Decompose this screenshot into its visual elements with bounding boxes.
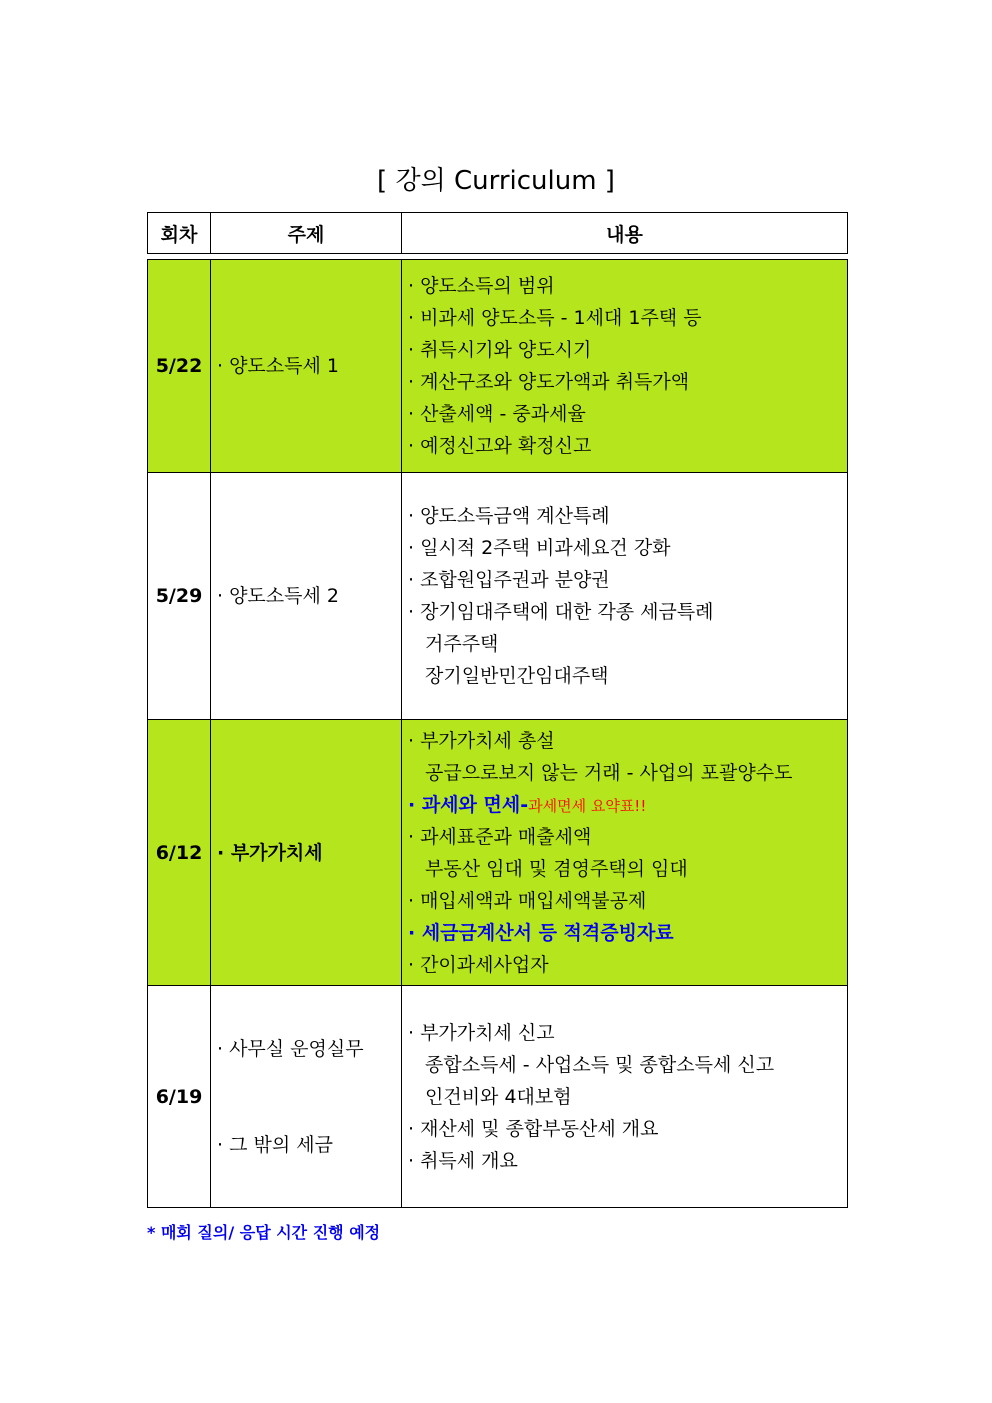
content-line: · 간이과세사업자 xyxy=(408,953,549,976)
curriculum-header-table xyxy=(147,212,848,254)
content-line: 부동산 임대 및 겸영주택의 임대 xyxy=(425,857,688,880)
header-topic: 주제 xyxy=(211,213,402,254)
content-line: 공급으로보지 않는 거래 - 사업의 포괄양수도 xyxy=(425,761,793,784)
content-line: 인건비와 4대보험 xyxy=(425,1085,572,1108)
curriculum-table xyxy=(147,259,848,1208)
highlight-text: · 과세와 면세 xyxy=(408,793,521,816)
content-line: · 매입세액과 매입세액불공제 xyxy=(408,889,647,912)
content-line: · 취득세 개요 xyxy=(408,1149,518,1172)
session-row-4 xyxy=(148,986,848,1208)
header-content: 내용 xyxy=(402,213,848,254)
session-row-3 xyxy=(148,720,848,986)
content-line: 종합소득세 - 사업소득 및 종합소득세 신고 xyxy=(425,1053,775,1076)
session-content xyxy=(402,473,848,720)
summary-note: 과세면세 요약표!! xyxy=(528,796,647,815)
content-line: · 과세표준과 매출세액 xyxy=(408,825,592,848)
content-line: · 재산세 및 종합부동산세 개요 xyxy=(408,1117,659,1140)
content-line: · 세금금계산서 등 적격증빙자료 xyxy=(408,921,674,944)
session-topic xyxy=(211,986,402,1208)
session-topic xyxy=(211,473,402,720)
content-line: 거주주택 xyxy=(425,633,499,655)
session-row-1 xyxy=(148,260,848,473)
content-line: · 예정신고와 확정신고 xyxy=(408,435,592,457)
page-title: [ 강의 Curriculum ] xyxy=(377,166,615,196)
content-line: · 일시적 2주택 비과세요건 강화 xyxy=(408,537,671,559)
topic-line: · 그 밖의 세금 xyxy=(217,1133,333,1156)
content-line: · 장기임대주택에 대한 각종 세금특례 xyxy=(408,601,714,623)
content-line: · 부가가치세 신고 xyxy=(408,1021,555,1044)
session-date: 6/19 xyxy=(148,986,211,1208)
content-line: · 부가가치세 총설 xyxy=(408,729,555,752)
footnote: * 매회 질의/ 응답 시간 진행 예정 xyxy=(147,1223,381,1242)
header-session: 회차 xyxy=(148,213,211,254)
content-line: · 취득시기와 양도시기 xyxy=(408,339,592,361)
topic-line: · 양도소득세 2 xyxy=(217,585,339,607)
topic-line: · 양도소득세 1 xyxy=(217,355,339,377)
content-line: · 양도소득의 범위 xyxy=(408,275,555,297)
content-line: · 계산구조와 양도가액과 취득가액 xyxy=(408,371,690,393)
content-line: · 조합원입주권과 분양권 xyxy=(408,569,610,591)
session-date: 5/29 xyxy=(148,473,211,720)
session-topic xyxy=(211,720,402,986)
session-topic xyxy=(211,260,402,473)
content-line: · 비과세 양도소득 - 1세대 1주택 등 xyxy=(408,307,702,329)
topic-line: · 사무실 운영실무 xyxy=(217,1037,364,1060)
session-content xyxy=(402,720,848,986)
session-content xyxy=(402,986,848,1208)
session-date: 5/22 xyxy=(148,260,211,473)
content-line: · 산출세액 - 중과세율 xyxy=(408,403,586,425)
topic-line: · 부가가치세 xyxy=(217,841,323,864)
session-content xyxy=(402,260,848,473)
session-row-2 xyxy=(148,473,848,720)
content-line: 장기일반민간임대주택 xyxy=(425,665,609,687)
header-row xyxy=(148,213,848,254)
session-date: 6/12 xyxy=(148,720,211,986)
content-line: · 과세와 면세-과세면세 요약표!! xyxy=(408,793,647,816)
content-line: · 양도소득금액 계산특례 xyxy=(408,505,610,527)
